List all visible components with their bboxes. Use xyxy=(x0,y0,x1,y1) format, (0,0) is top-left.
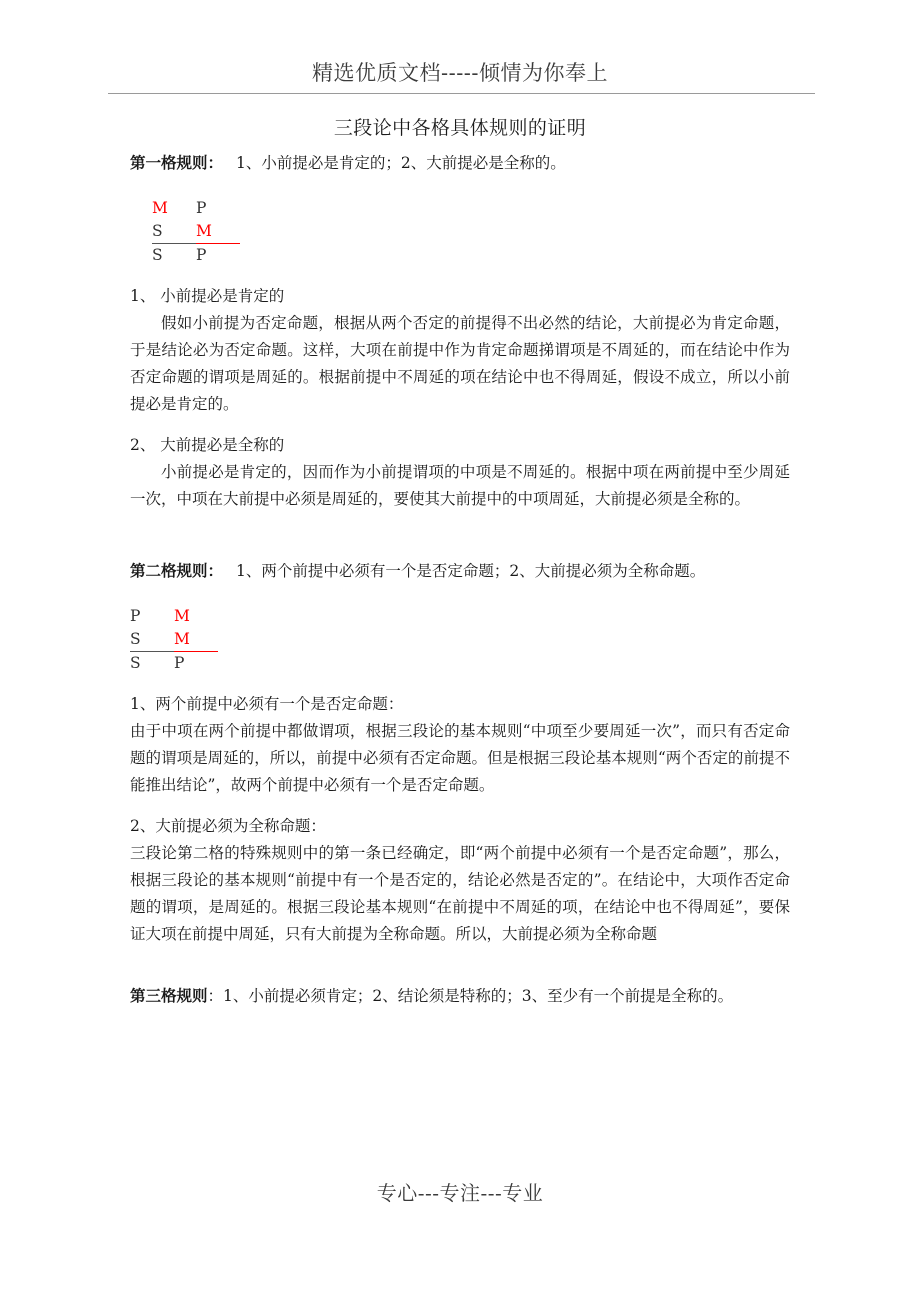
page-footer xyxy=(0,1178,920,1208)
figure-term: M xyxy=(174,628,218,652)
rule-text-first-figure: 1、小前提必是肯定的；2、大前提必是全称的。 xyxy=(236,154,566,172)
figure-term: P xyxy=(196,246,207,264)
rule-label-third-figure: 第三格规则 xyxy=(130,986,208,1005)
item-body: 小前提必是肯定的，因而作为小前提谓项的中项是不周延的。根据中项在两前提中至少周延一次，中项在大前提中必须是周延的，要使其大前提中的中项周延，大前提必须是全称的。 xyxy=(130,463,790,508)
figure-row xyxy=(152,244,790,267)
paragraph-spacer xyxy=(130,799,790,813)
section-spacer xyxy=(130,948,790,982)
paragraph-spacer xyxy=(130,418,790,432)
rule-label-first-figure: 第一格规则： xyxy=(130,153,224,172)
figure-term: S xyxy=(152,220,196,244)
figure-row xyxy=(152,197,790,220)
item-heading: 2、 大前提必是全称的 xyxy=(130,436,285,454)
figure-term: S xyxy=(130,654,141,672)
figure-term: M xyxy=(174,607,190,625)
page-title: 三段论中各格具体规则的证明 xyxy=(333,117,587,139)
item-heading: 2、大前提必须为全称命题： xyxy=(130,817,326,835)
rule-text-third-figure: ：1、小前提必须肯定；2、结论须是特称的；3、至少有一个前提是全称的。 xyxy=(207,987,734,1005)
document-body xyxy=(130,113,790,1010)
item-body: 由于中项在两个前提中都做谓项，根据三段论的基本规则“中项至少要周延一次”，而只有否定命题的谓项是周延的，所以，前提中必须有否定命题。但是根据三段论基本规则“两个否定的前提不能推出结论”，故两个前提中必须有一个是否定命题。 xyxy=(130,722,790,794)
item-body: 三段论第二格的特殊规则中的第一条已经确定，即“两个前提中必须有一个是否定命题”，那么，根据三段论的基本规则“前提中有一个是否定的，结论必然是否定的”。在结论中，大项作否定命题的谓项，是周延的。根据三段论基本规则“在前提中不周延的项，在结论中也不得周延”，要保证大项在前提中周延，只有大前提为全称命题。所以，大前提必须为全称命题 xyxy=(130,844,790,943)
rule-heading-second-figure xyxy=(130,557,790,585)
item-heading: 1、 小前提必是肯定的 xyxy=(130,287,285,305)
figure-row xyxy=(130,628,790,652)
page-header xyxy=(0,58,920,88)
syllogism-figure-second xyxy=(130,605,790,675)
rule-heading-third-figure xyxy=(130,982,790,1010)
item-heading: 1、两个前提中必须有一个是否定命题： xyxy=(130,695,404,713)
rule-label-second-figure: 第二格规则： xyxy=(130,561,224,580)
figure-term: P xyxy=(130,607,141,625)
item-body: 假如小前提为否定命题，根据从两个否定的前提得不出必然的结论，大前提必为肯定命题，于是结论必为否定命题。这样，大项在前提中作为肯定命题挮谓项是不周延的，而在结论中作为否定命题的谓项是周延的。根据前提中不周延的项在结论中也不得周延，假设不成立，所以小前提必是肯定的。 xyxy=(130,314,790,413)
figure-term: S xyxy=(130,628,174,652)
figure-term: S xyxy=(152,246,163,264)
figure-row xyxy=(130,605,790,628)
figure-term: M xyxy=(152,199,168,217)
figure-row xyxy=(152,220,790,244)
rule-heading-first-figure xyxy=(130,149,790,177)
syllogism-figure-first xyxy=(130,197,790,267)
section-spacer xyxy=(130,513,790,557)
rule-text-second-figure: 1、两个前提中必须有一个是否定命题；2、大前提必须为全称命题。 xyxy=(236,562,706,580)
figure-row xyxy=(130,652,790,675)
figure-term: P xyxy=(174,654,185,672)
footer-slogan-text: 专心---专注---专业 xyxy=(376,1181,544,1205)
figure-term: P xyxy=(196,199,207,217)
figure-term: M xyxy=(196,220,240,244)
header-promo-text: 精选优质文档-----倾情为你奉上 xyxy=(312,61,608,85)
header-divider-rule xyxy=(108,93,815,94)
